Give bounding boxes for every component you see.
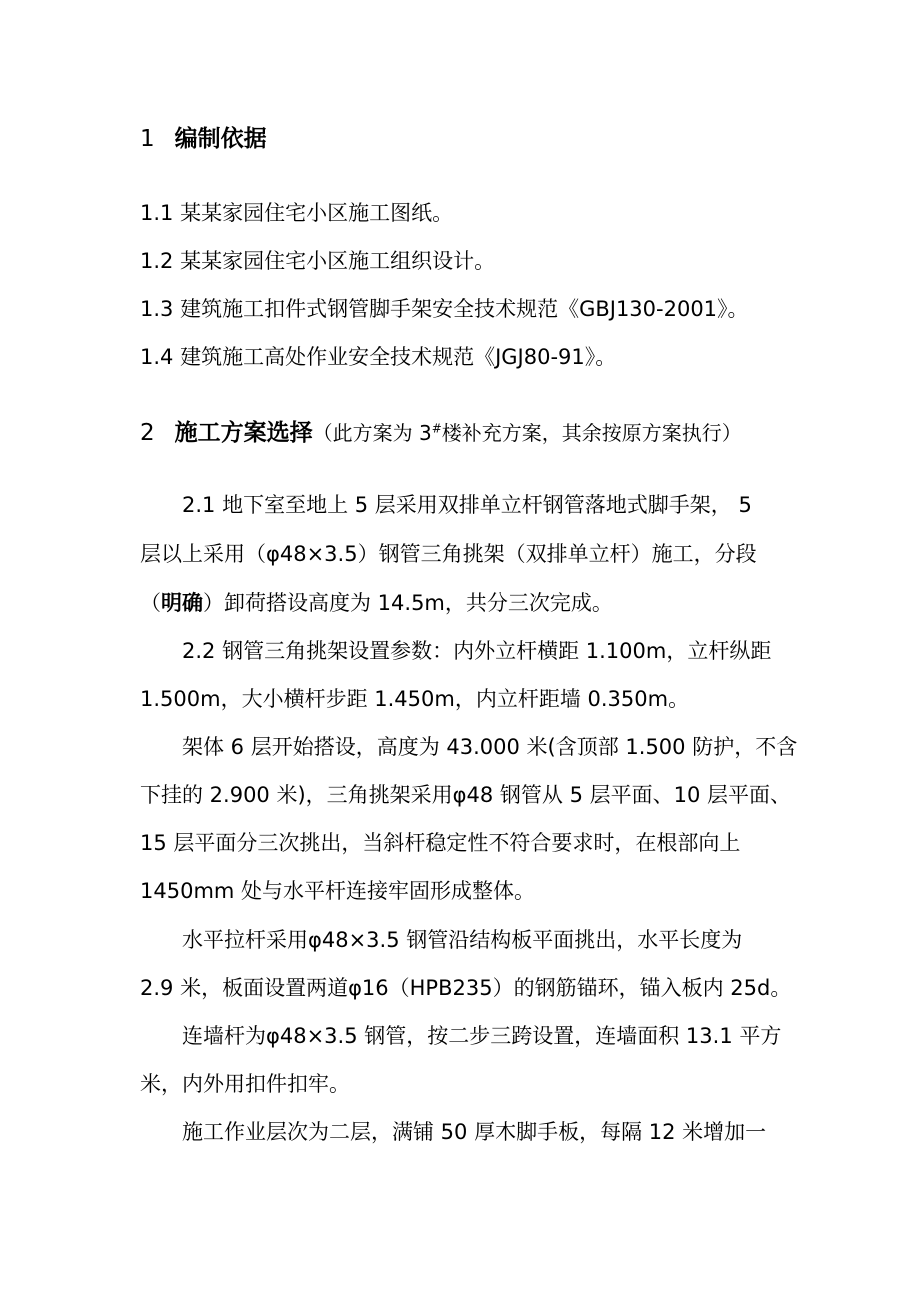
paragraph-line: 层以上采用（φ48×3.5）钢管三角挑架（双排单立杆）施工，分段: [140, 542, 757, 566]
section2-number: 2: [140, 420, 155, 446]
paragraph-line: 1450mm 处与水平杆连接牢固形成整体。: [140, 879, 536, 903]
paragraph-line: 下挂的 2.900 米)，三角挑架采用φ48 钢管从 5 层平面、10 层平面、: [140, 783, 792, 807]
paragraph-line: 架体 6 层开始搭设，高度为 43.000 米(含顶部 1.500 防护，不含: [182, 735, 798, 759]
section1-title: 编制依据: [174, 126, 267, 152]
paragraph-line: 米，内外用扣件扣牢。: [140, 1072, 350, 1096]
paren-open: （: [140, 591, 161, 615]
paragraph-line: 1.500m，大小横杆步距 1.450m，内立杆距墙 0.350m。: [140, 687, 690, 711]
section1-item-1: 1.1 某某家园住宅小区施工图纸。: [140, 201, 454, 225]
paragraph-line: 水平拉杆采用φ48×3.5 钢管沿结构板平面挑出，水平长度为: [182, 928, 743, 952]
section2-heading: [140, 418, 800, 448]
section2-title: 施工方案选择: [174, 420, 313, 446]
paragraph-line: 施工作业层次为二层，满铺 50 厚木脚手板，每隔 12 米增加一: [182, 1120, 767, 1144]
paragraph-line: 2.1 地下室至地上 5 层采用双排单立杆钢管落地式脚手架， 5: [182, 493, 752, 517]
paragraph-line: 2.9 米，板面设置两道φ16（HPB235）的钢筋锚环，锚入板内 25d。: [140, 976, 792, 1000]
section2-note-part1: （此方案为 3: [312, 421, 432, 445]
section1-number: 1: [140, 126, 155, 152]
bold-text: 明确: [161, 591, 203, 615]
section1-item-2: 1.2 某某家园住宅小区施工组织设计。: [140, 249, 496, 273]
paragraph-line: 15 层平面分三次挑出，当斜杆稳定性不符合要求时，在根部向上: [140, 831, 741, 855]
section2-note: [313, 421, 742, 445]
section2-note-part2: 楼补充方案，其余按原方案执行）: [441, 421, 742, 445]
section1-heading: [140, 124, 800, 154]
paragraph-line: 连墙杆为φ48×3.5 钢管，按二步三跨设置，连墙面积 13.1 平方: [182, 1024, 782, 1048]
section2-note-sup: #: [431, 421, 442, 436]
paragraph-line: [140, 588, 800, 618]
paragraph-rest: ）卸荷搭设高度为 14.5m，共分三次完成。: [203, 591, 613, 615]
paragraph-line: 2.2 钢管三角挑架设置参数：内外立杆横距 1.100m，立杆纵距: [182, 639, 772, 663]
section1-item-3: 1.3 建筑施工扣件式钢管脚手架安全技术规范《GBJ130-2001》。: [140, 297, 749, 321]
section1-item-4: 1.4 建筑施工高处作业安全技术规范《JGJ80-91》。: [140, 345, 617, 369]
